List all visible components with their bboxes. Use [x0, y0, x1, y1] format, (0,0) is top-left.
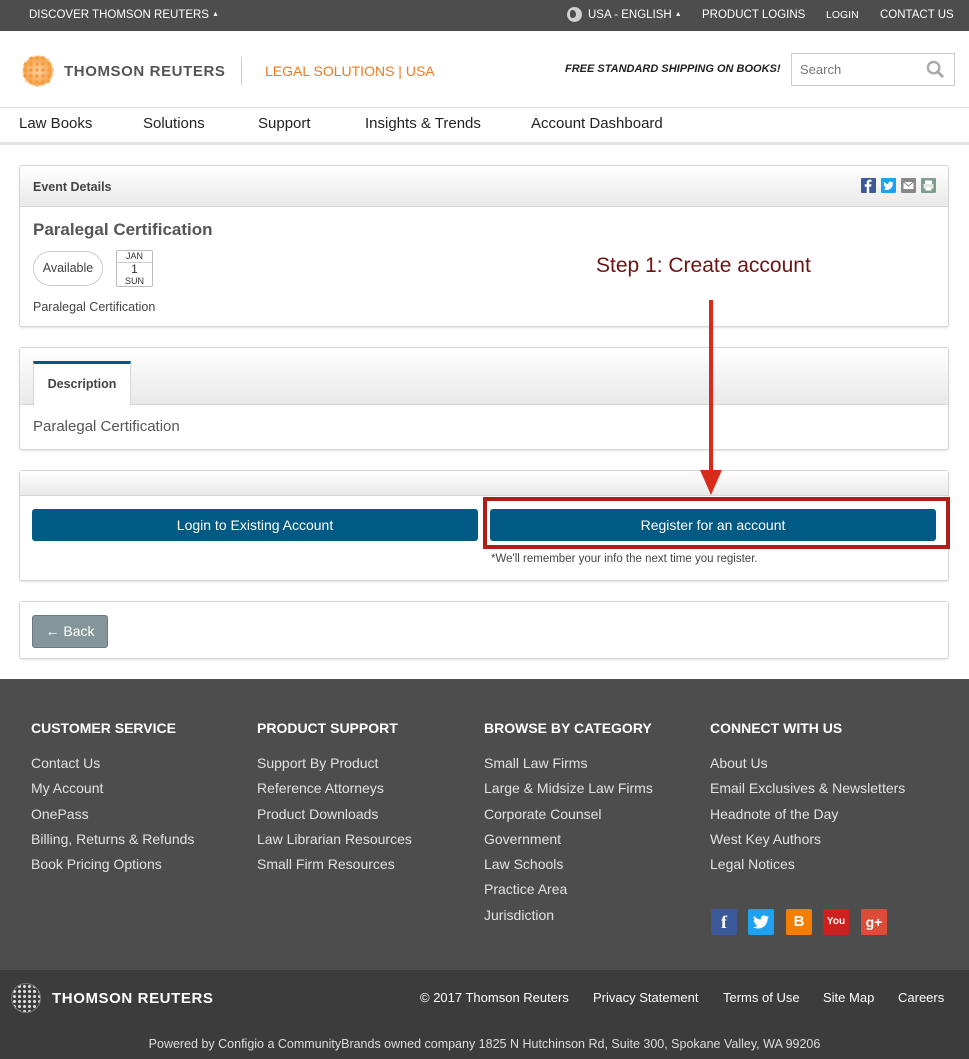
twitter-share-icon[interactable]	[881, 178, 896, 193]
footer-link[interactable]: Product Downloads	[257, 805, 379, 822]
footer-heading: PRODUCT SUPPORT	[257, 720, 398, 736]
annotation-text: Step 1: Create account	[596, 254, 811, 277]
footer-link[interactable]: Legal Notices	[710, 856, 795, 873]
back-panel	[19, 601, 949, 659]
caret-up-icon: ▲	[211, 11, 219, 18]
logo-icon	[11, 983, 41, 1013]
footer-link[interactable]: Corporate Counsel	[484, 805, 602, 822]
footer-link[interactable]: Government	[484, 830, 562, 847]
facebook-icon[interactable]: f	[711, 909, 737, 935]
footer-link[interactable]: Jurisdiction	[484, 906, 555, 923]
footer-link[interactable]: Billing, Returns & Refunds	[31, 830, 195, 847]
footer-link[interactable]: West Key Authors	[710, 830, 822, 847]
caret-up-icon: ▲	[674, 11, 682, 18]
footer-logo-text: THOMSON REUTERS	[52, 989, 214, 1007]
footer-link[interactable]: Small Firm Resources	[257, 856, 395, 873]
calendar-icon	[116, 250, 153, 287]
register-account-button[interactable]: Register for an account	[490, 509, 936, 541]
twitter-icon[interactable]	[748, 909, 774, 935]
description-text: Paralegal Certification	[33, 418, 180, 435]
legal-solutions-link[interactable]: LEGAL SOLUTIONS | USA	[265, 63, 435, 79]
copyright: © 2017 Thomson Reuters	[420, 990, 569, 1005]
thomson-reuters-logo[interactable]	[22, 55, 226, 87]
google-plus-icon[interactable]: g+	[861, 909, 887, 935]
logo-icon	[22, 55, 54, 87]
annotation-highlight-box	[483, 497, 950, 549]
main-nav	[0, 107, 969, 145]
powered-by-text: Powered by Configio a CommunityBrands owned company 1825 N Hutchinson Rd, Suite 300, Spokane Valley, WA 99206	[148, 1037, 821, 1051]
register-note: *We'll remember your info the next time you register.	[491, 553, 758, 565]
nav-solutions[interactable]: Solutions	[143, 115, 205, 132]
annotation-arrow-head	[700, 470, 722, 495]
language-selector[interactable]	[567, 7, 682, 22]
footer-link[interactable]: Headnote of the Day	[710, 805, 839, 822]
youtube-icon[interactable]: You	[823, 909, 849, 935]
careers-link[interactable]: Careers	[898, 990, 945, 1005]
event-details-panel	[19, 165, 949, 327]
footer-link[interactable]: Reference Attorneys	[257, 780, 384, 797]
calendar-month: JAN	[117, 251, 152, 263]
site-footer	[0, 679, 969, 970]
footer-link[interactable]: Law Librarian Resources	[257, 830, 412, 847]
terms-of-use-link[interactable]: Terms of Use	[723, 990, 800, 1005]
footer-heading: CONNECT WITH US	[710, 720, 843, 736]
footer-link[interactable]: Contact Us	[31, 755, 101, 771]
footer-column-customer-service	[31, 720, 194, 881]
footer-link[interactable]: Small Law Firms	[484, 755, 588, 771]
footer-link[interactable]: OnePass	[31, 805, 89, 822]
email-share-icon[interactable]	[901, 178, 916, 193]
contact-us-link[interactable]: CONTACT US	[880, 9, 954, 21]
description-header	[20, 348, 948, 405]
account-panel-header	[20, 471, 948, 496]
footer-logo[interactable]	[11, 983, 214, 1013]
footer-column-product-support	[257, 720, 412, 881]
nav-account-dashboard[interactable]: Account Dashboard	[531, 115, 663, 132]
blogger-icon[interactable]: B	[786, 909, 812, 935]
privacy-statement-link[interactable]: Privacy Statement	[593, 990, 699, 1005]
search-icon[interactable]	[926, 60, 945, 79]
logo-text: THOMSON REUTERS	[64, 62, 226, 80]
footer-column-connect-with-us	[710, 720, 905, 881]
tab-description[interactable]: Description	[33, 361, 131, 406]
search-input[interactable]	[792, 54, 920, 85]
calendar-weekday: SUN	[124, 276, 144, 286]
login-link[interactable]: LOGIN	[826, 9, 859, 21]
discover-menu[interactable]	[29, 9, 219, 21]
print-share-icon[interactable]	[921, 178, 936, 193]
event-details-header	[20, 166, 948, 207]
description-panel	[19, 347, 949, 450]
site-header	[0, 31, 969, 108]
nav-insights-trends[interactable]: Insights & Trends	[365, 115, 481, 132]
status-badge: Available	[33, 251, 103, 286]
footer-heading: CUSTOMER SERVICE	[31, 720, 176, 736]
facebook-share-icon[interactable]	[861, 178, 876, 193]
utility-bar	[0, 0, 969, 31]
site-map-link[interactable]: Site Map	[823, 990, 875, 1005]
login-existing-account-button[interactable]: Login to Existing Account	[32, 509, 478, 541]
footer-link[interactable]: Large & Midsize Law Firms	[484, 780, 653, 797]
footer-heading: BROWSE BY CATEGORY	[484, 720, 652, 736]
footer-link[interactable]: About Us	[710, 755, 768, 771]
footer-link[interactable]: Book Pricing Options	[31, 856, 162, 873]
footer-link[interactable]: Email Exclusives & Newsletters	[710, 780, 906, 797]
footer-link[interactable]: Support By Product	[257, 755, 379, 771]
event-title: Paralegal Certification	[33, 220, 213, 239]
globe-icon	[567, 7, 582, 22]
discover-label: DISCOVER THOMSON REUTERS	[29, 9, 209, 21]
back-button[interactable]: ← Back	[32, 615, 108, 648]
footer-bottom-bar	[0, 970, 969, 1059]
language-label: USA - ENGLISH	[588, 8, 672, 21]
product-logins-link[interactable]: PRODUCT LOGINS	[702, 9, 806, 21]
footer-link[interactable]: Practice Area	[484, 881, 568, 898]
panel-title: Event Details	[33, 180, 112, 194]
footer-link[interactable]: Law Schools	[484, 856, 564, 873]
annotation-arrow-line	[709, 300, 713, 472]
search-box	[791, 53, 955, 86]
calendar-day: 1	[131, 262, 138, 276]
nav-law-books[interactable]: Law Books	[19, 115, 93, 132]
event-subtitle: Paralegal Certification	[33, 300, 156, 314]
footer-column-browse-by-category	[484, 720, 653, 932]
nav-support[interactable]: Support	[258, 115, 311, 132]
shipping-promo: FREE STANDARD SHIPPING ON BOOKS!	[565, 63, 781, 75]
header-divider	[241, 57, 242, 85]
footer-link[interactable]: My Account	[31, 780, 104, 797]
